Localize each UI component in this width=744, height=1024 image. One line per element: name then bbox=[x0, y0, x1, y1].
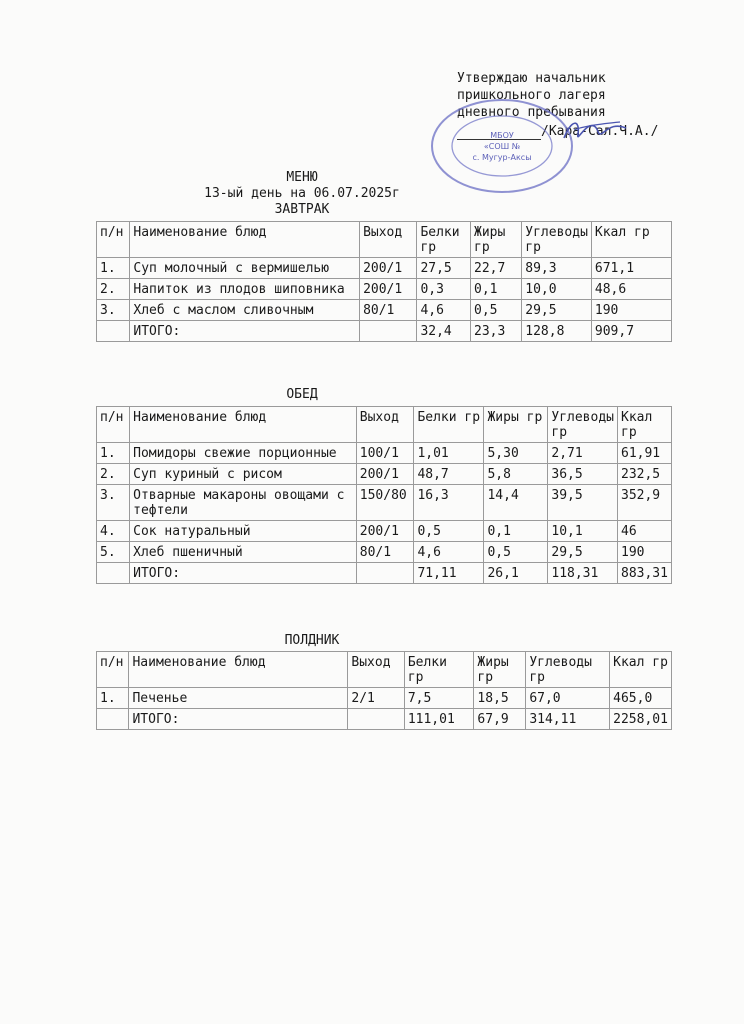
cell bbox=[97, 321, 130, 342]
cell: 0,5 bbox=[471, 300, 522, 321]
table-row bbox=[97, 300, 672, 321]
table-row bbox=[97, 485, 672, 521]
column-header: Белки гр bbox=[414, 407, 484, 443]
cell: 5,30 bbox=[484, 443, 548, 464]
cell: 29,5 bbox=[522, 300, 592, 321]
cell: 3. bbox=[97, 300, 130, 321]
cell: 200/1 bbox=[360, 258, 417, 279]
table-row bbox=[97, 688, 672, 709]
cell: 10,1 bbox=[548, 521, 618, 542]
table-header-row bbox=[97, 652, 672, 688]
cell: 314,11 bbox=[526, 709, 610, 730]
cell: 48,7 bbox=[414, 464, 484, 485]
cell: 1,01 bbox=[414, 443, 484, 464]
cell: 2,71 bbox=[548, 443, 618, 464]
cell: 0,5 bbox=[414, 521, 484, 542]
cell: 18,5 bbox=[474, 688, 526, 709]
table-row bbox=[97, 542, 672, 563]
breakfast-title: ЗАВТРАК bbox=[274, 202, 330, 217]
cell: 118,31 bbox=[548, 563, 618, 584]
cell: 67,0 bbox=[526, 688, 610, 709]
cell: 26,1 bbox=[484, 563, 548, 584]
column-header: Выход bbox=[348, 652, 404, 688]
cell: 111,01 bbox=[404, 709, 474, 730]
cell: Сок натуральный bbox=[130, 521, 357, 542]
cell: 27,5 bbox=[417, 258, 471, 279]
cell: 89,3 bbox=[522, 258, 592, 279]
table-row bbox=[97, 443, 672, 464]
cell: 80/1 bbox=[360, 300, 417, 321]
cell: 32,4 bbox=[417, 321, 471, 342]
approval-line-3: дневного пребывания bbox=[457, 105, 606, 120]
cell: 5,8 bbox=[484, 464, 548, 485]
handwritten-signature bbox=[560, 112, 630, 148]
cell: 2. bbox=[97, 279, 130, 300]
cell bbox=[356, 563, 414, 584]
table-row bbox=[97, 521, 672, 542]
total-label: ИТОГО: bbox=[129, 709, 348, 730]
cell: 0,1 bbox=[471, 279, 522, 300]
cell: 128,8 bbox=[522, 321, 592, 342]
cell: 2/1 bbox=[348, 688, 404, 709]
snack-title: ПОЛДНИК bbox=[284, 633, 340, 648]
cell: 352,9 bbox=[618, 485, 672, 521]
lunch-title: ОБЕД bbox=[286, 387, 318, 402]
column-header: Выход bbox=[356, 407, 414, 443]
total-row bbox=[97, 709, 672, 730]
cell: 671,1 bbox=[591, 258, 671, 279]
cell: 2. bbox=[97, 464, 130, 485]
stamp-line-3: с. Мугур-Аксы bbox=[472, 153, 532, 162]
cell: 4,6 bbox=[417, 300, 471, 321]
cell: 71,11 bbox=[414, 563, 484, 584]
table-header-row bbox=[97, 407, 672, 443]
menu-date: 13-ый день на 06.07.2025г bbox=[204, 186, 400, 201]
cell: 200/1 bbox=[360, 279, 417, 300]
cell: 80/1 bbox=[356, 542, 414, 563]
table-row bbox=[97, 258, 672, 279]
column-header: Белки гр bbox=[417, 222, 471, 258]
column-header: Жиры гр bbox=[484, 407, 548, 443]
approval-line-2: пришкольного лагеря bbox=[457, 88, 606, 103]
cell: 5. bbox=[97, 542, 130, 563]
total-row bbox=[97, 321, 672, 342]
cell: 48,6 bbox=[591, 279, 671, 300]
cell: Помидоры свежие порционные bbox=[130, 443, 357, 464]
cell: Суп молочный с вермишелью bbox=[130, 258, 360, 279]
approval-line-4: /Кара-Сал.Ч.А./ bbox=[541, 124, 659, 139]
cell: Суп куриный с рисом bbox=[130, 464, 357, 485]
cell: Печенье bbox=[129, 688, 348, 709]
column-header: Жиры гр bbox=[471, 222, 522, 258]
cell: 14,4 bbox=[484, 485, 548, 521]
cell: 36,5 bbox=[548, 464, 618, 485]
stamp-line-1: МБОУ bbox=[490, 131, 514, 140]
cell: 190 bbox=[591, 300, 671, 321]
column-header: Наименование блюд bbox=[129, 652, 348, 688]
column-header: Ккал гр bbox=[610, 652, 672, 688]
cell: 200/1 bbox=[356, 464, 414, 485]
cell: 200/1 bbox=[356, 521, 414, 542]
cell: 100/1 bbox=[356, 443, 414, 464]
approval-line-1: Утверждаю начальник bbox=[457, 71, 606, 86]
table-header-row bbox=[97, 222, 672, 258]
cell: 150/80 bbox=[356, 485, 414, 521]
cell bbox=[360, 321, 417, 342]
cell: 0,3 bbox=[417, 279, 471, 300]
cell: 7,5 bbox=[404, 688, 474, 709]
cell: 46 bbox=[618, 521, 672, 542]
lunch-table bbox=[96, 406, 672, 584]
column-header: Жиры гр bbox=[474, 652, 526, 688]
cell: 1. bbox=[97, 688, 129, 709]
cell: 909,7 bbox=[591, 321, 671, 342]
stamp-line-2: «СОШ № bbox=[483, 142, 521, 151]
cell bbox=[97, 709, 129, 730]
cell: Хлеб пшеничный bbox=[130, 542, 357, 563]
cell: 10,0 bbox=[522, 279, 592, 300]
column-header: п/н bbox=[97, 652, 129, 688]
table-row bbox=[97, 279, 672, 300]
cell: 232,5 bbox=[618, 464, 672, 485]
menu-title: МЕНЮ bbox=[286, 170, 318, 185]
column-header: Углеводы гр bbox=[522, 222, 592, 258]
column-header: Углеводы гр bbox=[526, 652, 610, 688]
cell: 883,31 bbox=[618, 563, 672, 584]
snack-table bbox=[96, 651, 672, 730]
cell: 3. bbox=[97, 485, 130, 521]
column-header: Белки гр bbox=[404, 652, 474, 688]
breakfast-table bbox=[96, 221, 672, 342]
cell: Хлеб с маслом сливочным bbox=[130, 300, 360, 321]
cell: 22,7 bbox=[471, 258, 522, 279]
cell: Отварные макароны овощами с тефтели bbox=[130, 485, 357, 521]
column-header: Ккал гр bbox=[591, 222, 671, 258]
cell: 4,6 bbox=[414, 542, 484, 563]
total-row bbox=[97, 563, 672, 584]
column-header: п/н bbox=[97, 407, 130, 443]
column-header: Ккал гр bbox=[618, 407, 672, 443]
cell: 61,91 bbox=[618, 443, 672, 464]
cell: 190 bbox=[618, 542, 672, 563]
table-row bbox=[97, 464, 672, 485]
cell: 0,5 bbox=[484, 542, 548, 563]
cell: 465,0 bbox=[610, 688, 672, 709]
total-label: ИТОГО: bbox=[130, 321, 360, 342]
cell bbox=[348, 709, 404, 730]
column-header: Наименование блюд bbox=[130, 222, 360, 258]
cell: 0,1 bbox=[484, 521, 548, 542]
cell: Напиток из плодов шиповника bbox=[130, 279, 360, 300]
column-header: п/н bbox=[97, 222, 130, 258]
cell: 1. bbox=[97, 443, 130, 464]
cell: 39,5 bbox=[548, 485, 618, 521]
cell: 16,3 bbox=[414, 485, 484, 521]
cell: 2258,01 bbox=[610, 709, 672, 730]
cell: 23,3 bbox=[471, 321, 522, 342]
total-label: ИТОГО: bbox=[130, 563, 357, 584]
cell: 1. bbox=[97, 258, 130, 279]
column-header: Выход bbox=[360, 222, 417, 258]
cell: 67,9 bbox=[474, 709, 526, 730]
cell: 29,5 bbox=[548, 542, 618, 563]
column-header: Углеводы гр bbox=[548, 407, 618, 443]
column-header: Наименование блюд bbox=[130, 407, 357, 443]
cell: 4. bbox=[97, 521, 130, 542]
cell bbox=[97, 563, 130, 584]
